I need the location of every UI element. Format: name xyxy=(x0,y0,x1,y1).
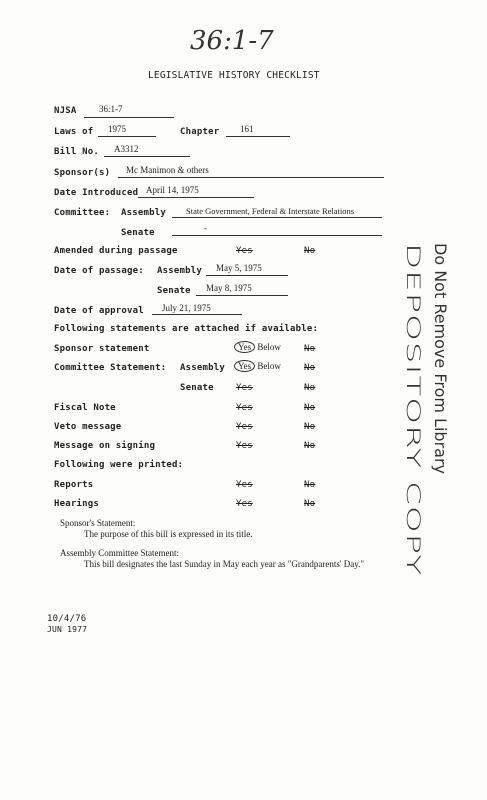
message-signing-yes: Yes xyxy=(236,441,253,451)
reports-no: No xyxy=(304,480,316,490)
passage-assembly-value: May 5, 1975 xyxy=(216,263,262,273)
bill-no-underline xyxy=(104,156,190,157)
njsa-underline xyxy=(84,117,174,118)
njsa-value: 36:1-7 xyxy=(99,104,123,114)
veto-message-label: Veto message xyxy=(54,422,122,432)
sponsor-statement-yes-circled: Yes xyxy=(234,341,255,353)
statements-heading: Following statements are attached if available: xyxy=(54,324,319,334)
sponsors-underline xyxy=(118,177,384,178)
depository-stamp xyxy=(396,243,450,577)
message-signing-no: No xyxy=(304,441,316,451)
date-introduced-underline xyxy=(138,197,254,198)
committee-senate-underline xyxy=(172,235,382,236)
date-introduced-label: Date Introduced xyxy=(54,188,139,198)
printed-heading: Following were printed: xyxy=(54,460,184,470)
footer-date-2: JUN 1977 xyxy=(47,625,88,634)
assembly-statement-text: This bill designates the last Sunday in May each year as "Grandparents' Day." xyxy=(84,559,365,569)
chapter-underline xyxy=(226,136,290,137)
committee-statement-yes-circled: Yes xyxy=(234,360,255,372)
amended-no: No xyxy=(304,246,316,256)
hearings-label: Hearings xyxy=(54,499,99,509)
bill-no-value: A3312 xyxy=(114,144,139,154)
chapter-label: Chapter xyxy=(180,127,220,137)
committee-statement-senate-no: No xyxy=(304,383,316,393)
fiscal-note-no: No xyxy=(304,403,316,413)
committee-statement-label: Committee Statement: xyxy=(54,363,167,373)
sponsors-value: Mc Manimon & others xyxy=(126,165,209,175)
hearings-yes: Yes xyxy=(236,499,253,509)
sponsor-statement-heading: Sponsor's Statement: xyxy=(60,518,136,528)
passage-senate-label: Senate xyxy=(157,286,191,296)
passage-assembly-underline xyxy=(206,275,288,276)
reports-yes: Yes xyxy=(236,480,253,490)
assembly-statement-heading: Assembly Committee Statement: xyxy=(60,548,179,558)
bill-no-label: Bill No. xyxy=(54,147,99,157)
committee-assembly-value: State Government, Federal & Interstate Relations xyxy=(186,206,355,216)
date-introduced-value: April 14, 1975 xyxy=(146,185,199,195)
committee-label: Committee: xyxy=(54,208,111,218)
amended-yes: Yes xyxy=(236,246,253,256)
hearings-no: No xyxy=(304,499,316,509)
sponsor-statement-no: No xyxy=(304,344,316,354)
committee-statement-assembly-label: Assembly xyxy=(180,363,225,373)
sponsor-statement-label: Sponsor statement xyxy=(54,344,150,354)
committee-senate-value: - xyxy=(204,223,207,233)
stamp-line-1: DEPOSITORY COPY xyxy=(402,243,424,577)
fiscal-note-label: Fiscal Note xyxy=(54,403,116,413)
stamp-line-2: Do Not Remove From Library xyxy=(431,243,450,474)
veto-message-no: No xyxy=(304,422,316,432)
committee-statement-below: Below xyxy=(257,361,281,371)
reports-label: Reports xyxy=(54,480,94,490)
laws-of-value: 1975 xyxy=(108,124,126,134)
committee-statement-senate-label: Senate xyxy=(180,383,214,393)
passage-senate-underline xyxy=(196,295,288,296)
page-title: LEGISLATIVE HISTORY CHECKLIST xyxy=(148,70,320,81)
veto-message-yes: Yes xyxy=(236,422,253,432)
laws-of-underline xyxy=(98,136,156,137)
committee-statement-assembly-yes xyxy=(234,360,281,372)
committee-statement-assembly-no: No xyxy=(304,363,316,373)
fiscal-note-yes: Yes xyxy=(236,403,253,413)
committee-senate-label: Senate xyxy=(121,228,155,238)
sponsor-statement-below: Below xyxy=(257,342,281,352)
amended-label: Amended during passage xyxy=(54,246,178,256)
sponsor-statement-yes xyxy=(234,341,281,353)
passage-senate-value: May 8, 1975 xyxy=(206,283,252,293)
njsa-label: NJSA xyxy=(54,106,77,116)
handwritten-id: 36:1-7 xyxy=(190,26,274,56)
date-approval-underline xyxy=(152,314,242,315)
chapter-value: 161 xyxy=(240,124,254,134)
committee-assembly-underline xyxy=(172,217,382,218)
message-signing-label: Message on signing xyxy=(54,441,156,451)
sponsor-statement-text: The purpose of this bill is expressed in its title. xyxy=(84,529,253,539)
date-approval-label: Date of approval xyxy=(54,306,144,316)
committee-statement-senate-yes: Yes xyxy=(236,383,253,393)
date-approval-value: July 21, 1975 xyxy=(162,303,211,313)
committee-assembly-label: Assembly xyxy=(121,208,166,218)
laws-of-label: Laws of xyxy=(54,127,94,137)
passage-assembly-label: Assembly xyxy=(157,266,202,276)
sponsors-label: Sponsor(s) xyxy=(54,168,111,178)
footer-date-1: 10/4/76 xyxy=(47,614,87,624)
date-passage-label: Date of passage: xyxy=(54,266,144,276)
